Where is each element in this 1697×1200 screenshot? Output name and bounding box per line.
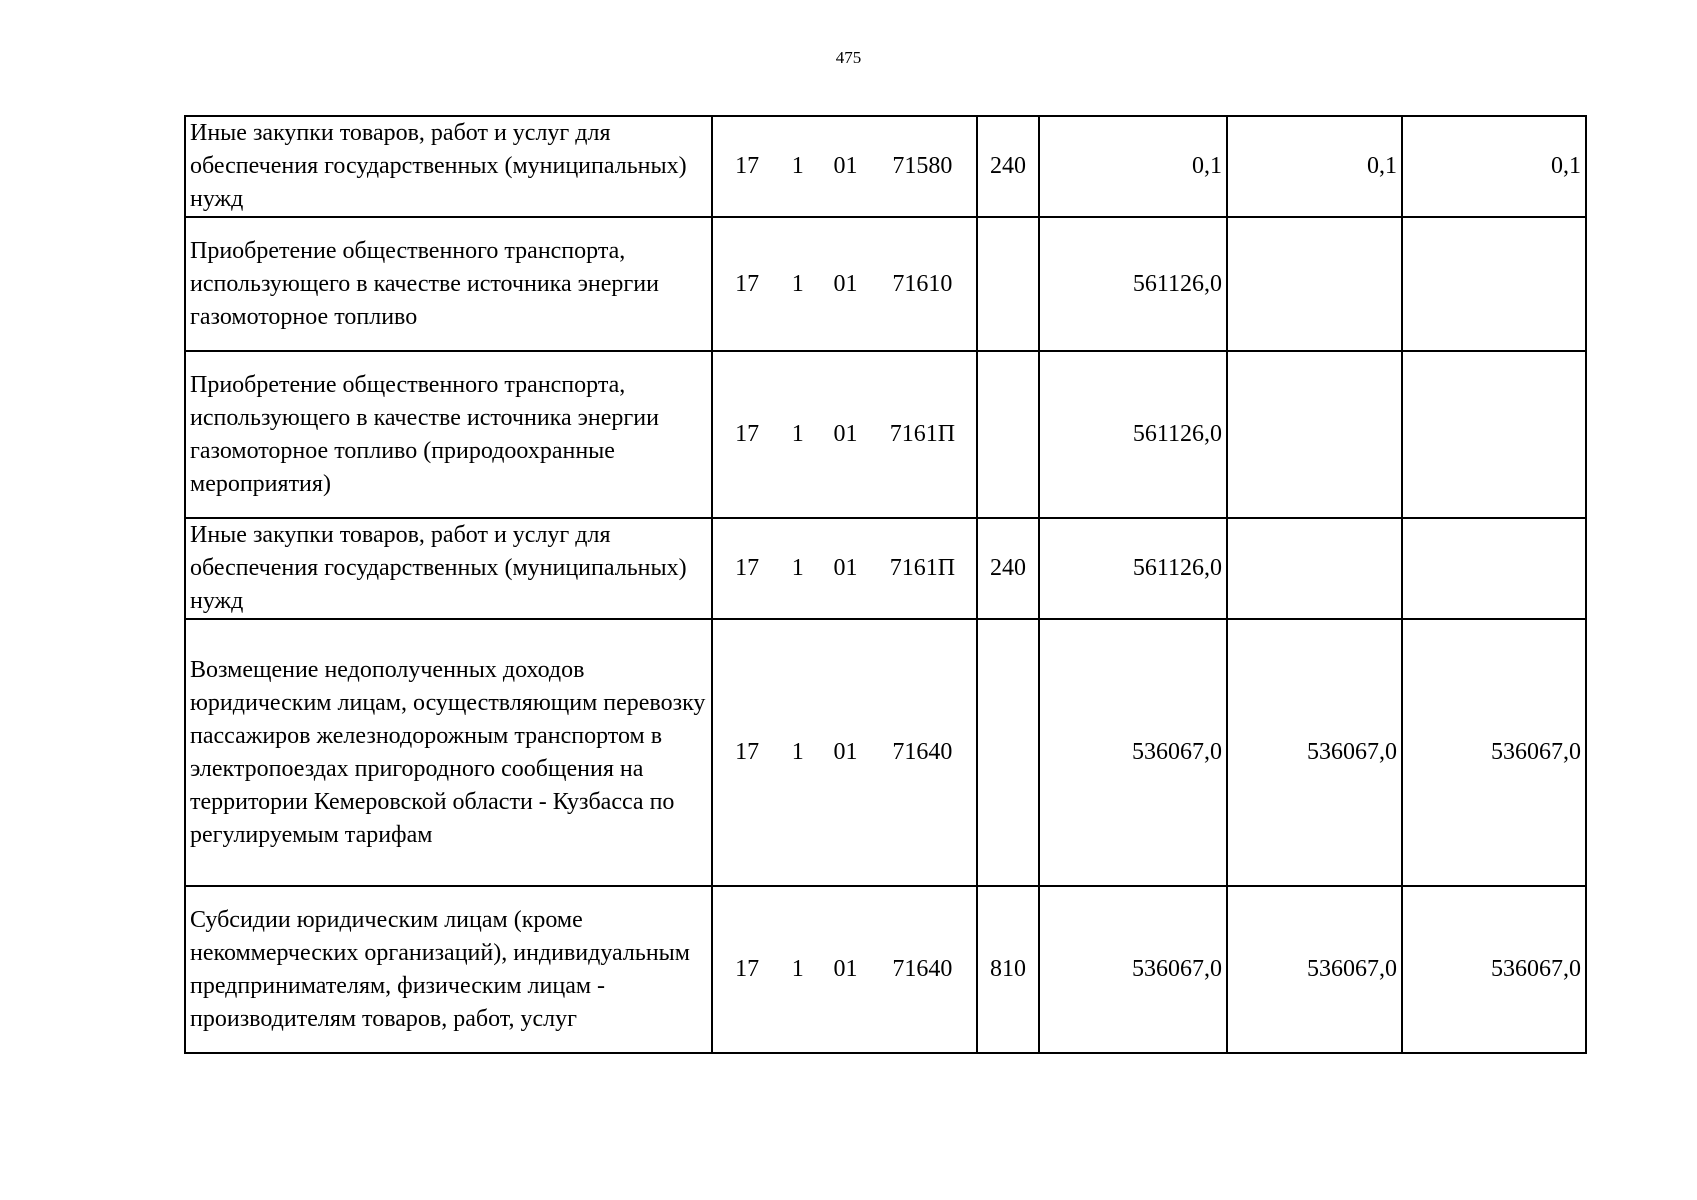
code-direction: 7161П [889,555,956,581]
table-row [185,518,1586,619]
code-program: 17 [735,555,760,581]
row-amount-3: 0,1 [1402,116,1586,217]
table-row [185,619,1586,886]
code-measure: 01 [833,956,858,982]
row-amount-2 [1227,518,1402,619]
row-amount-3 [1402,217,1586,351]
row-code [712,217,977,351]
code-program: 17 [735,270,760,297]
row-amount-1: 536067,0 [1039,619,1227,886]
code-subprogram: 1 [791,153,804,179]
row-expense-type [977,619,1039,886]
row-amount-2 [1227,217,1402,351]
row-description: Возмещение недополученных доходов юридическим лицам, осуществляющим перевозку пассажиров железнодорожным транспортом в электропоездах пригородного сообщения на территории Кемеровской области - Кузбасса по регулируемым тарифам [185,619,712,886]
row-amount-1: 561126,0 [1039,518,1227,619]
row-code [712,518,977,619]
row-amount-1: 561126,0 [1039,217,1227,351]
code-direction: 71640 [892,739,953,765]
row-code [712,886,977,1053]
budget-table [184,115,1587,1054]
table-row [185,217,1586,351]
row-amount-2: 0,1 [1227,116,1402,217]
row-expense-type [977,351,1039,518]
row-description: Иные закупки товаров, работ и услуг для обеспечения государственных (муниципальных) нужд [185,518,712,619]
table-row [185,116,1586,217]
row-expense-type: 240 [977,116,1039,217]
row-amount-2 [1227,351,1402,518]
row-code [712,619,977,886]
code-direction: 71580 [892,153,953,179]
row-expense-type: 810 [977,886,1039,1053]
code-subprogram: 1 [791,739,804,765]
row-amount-1: 536067,0 [1039,886,1227,1053]
code-subprogram: 1 [791,270,804,297]
code-program: 17 [735,153,760,179]
code-measure: 01 [833,555,858,581]
row-description: Иные закупки товаров, работ и услуг для обеспечения государственных (муниципальных) нужд [185,116,712,217]
code-direction: 71610 [892,270,953,297]
code-direction: 7161П [889,421,956,447]
table-row [185,886,1586,1053]
code-measure: 01 [833,270,858,297]
row-expense-type: 240 [977,518,1039,619]
row-amount-1: 0,1 [1039,116,1227,217]
code-measure: 01 [833,739,858,765]
code-program: 17 [735,956,760,982]
table-row [185,351,1586,518]
row-amount-3 [1402,518,1586,619]
row-code [712,351,977,518]
row-description: Приобретение общественного транспорта, использующего в качестве источника энергии газомоторное топливо [185,217,712,351]
page-number: 475 [835,48,862,67]
code-program: 17 [735,739,760,765]
row-description: Субсидии юридическим лицам (кроме некоммерческих организаций), индивидуальным предпринимателям, физическим лицам - производителям товаров, работ, услуг [185,886,712,1053]
code-measure: 01 [833,153,858,179]
row-code [712,116,977,217]
code-subprogram: 1 [791,421,804,447]
row-amount-3: 536067,0 [1402,886,1586,1053]
row-amount-2: 536067,0 [1227,619,1402,886]
row-amount-1: 561126,0 [1039,351,1227,518]
row-description: Приобретение общественного транспорта, использующего в качестве источника энергии газомоторное топливо (природоохранные мероприятия) [185,351,712,518]
row-amount-2: 536067,0 [1227,886,1402,1053]
code-program: 17 [735,421,760,447]
code-measure: 01 [833,421,858,447]
code-subprogram: 1 [791,956,804,982]
row-amount-3: 536067,0 [1402,619,1586,886]
row-expense-type [977,217,1039,351]
code-subprogram: 1 [791,555,804,581]
code-direction: 71640 [892,956,953,982]
row-amount-3 [1402,351,1586,518]
